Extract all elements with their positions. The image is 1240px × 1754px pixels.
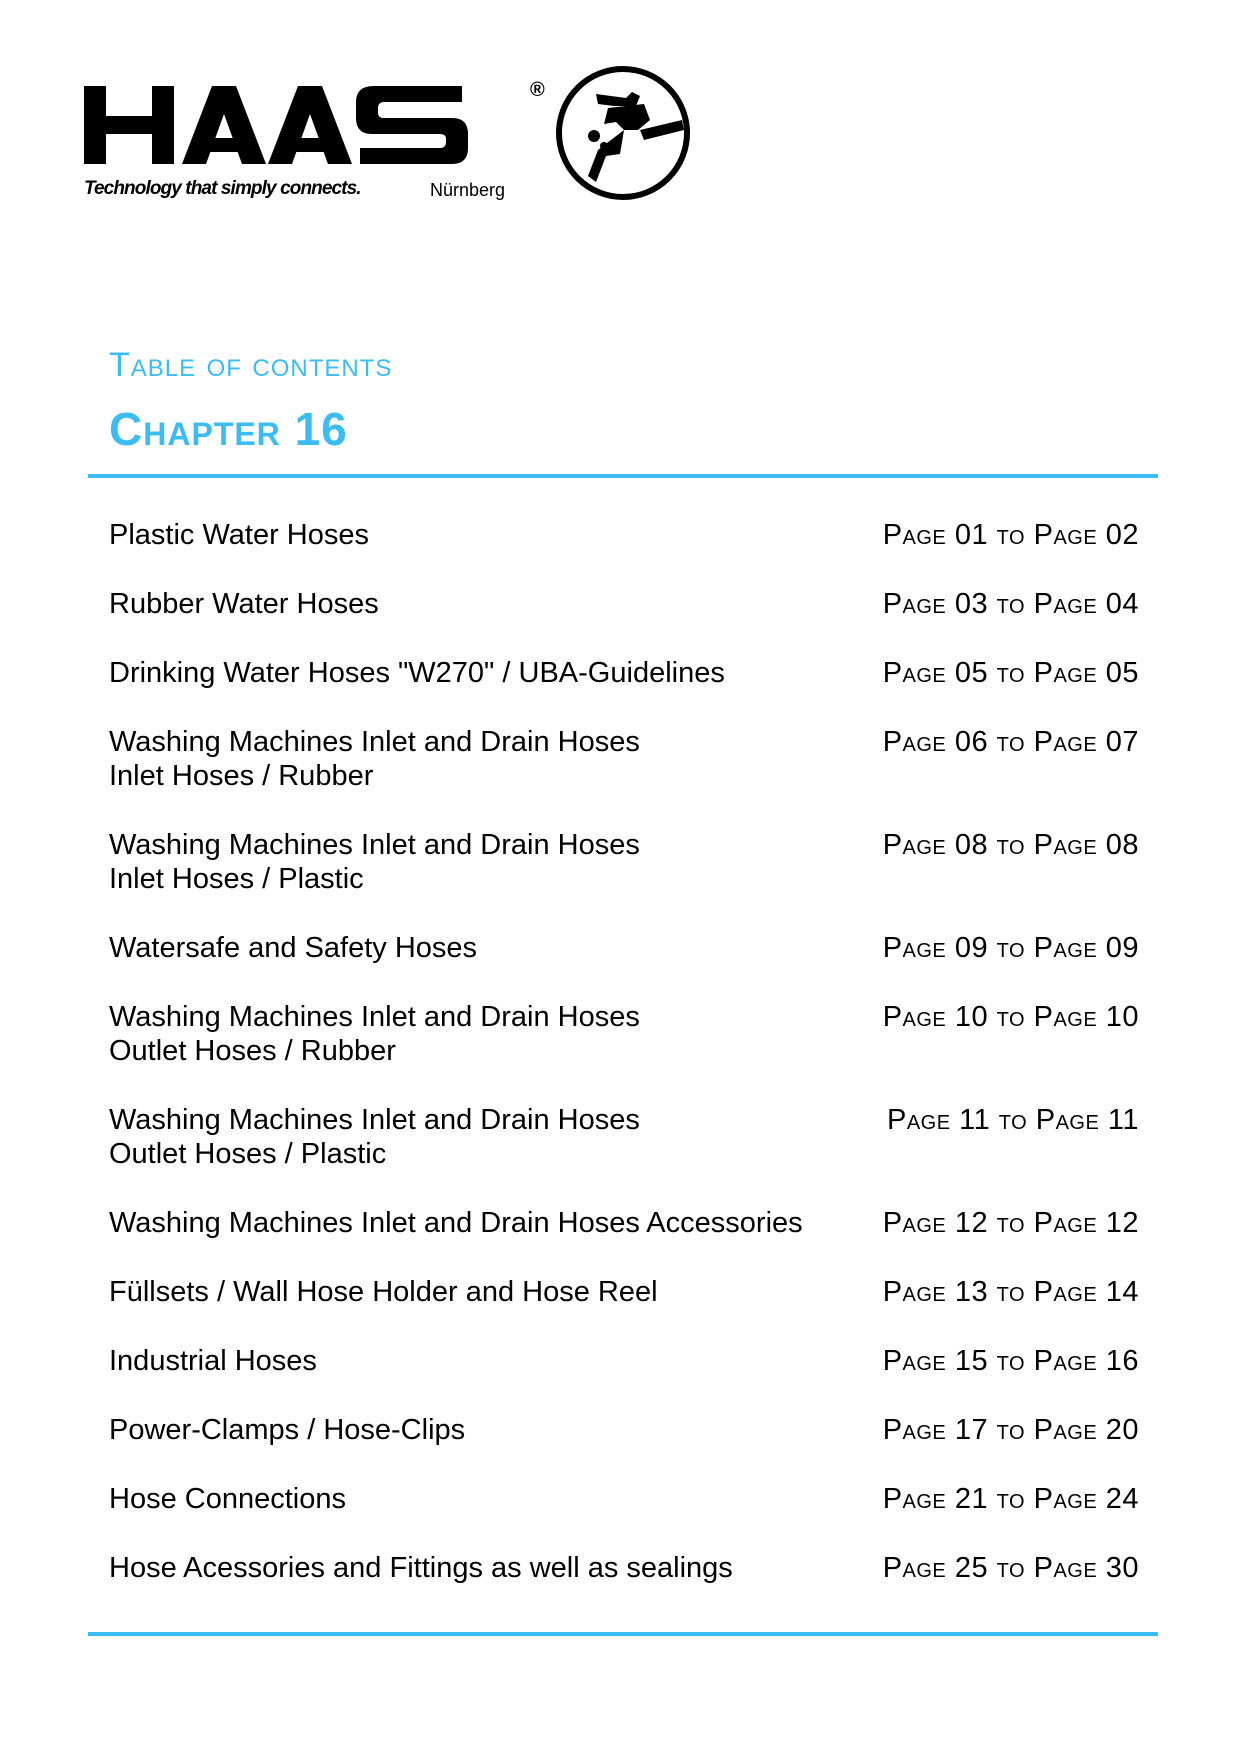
toc-entry[interactable] [109,931,1139,1001]
toc-entry-title: Drinking Water Hoses "W270" / UBA-Guidelines [109,657,725,689]
top-divider [88,474,1158,478]
logo-wordmark [84,79,545,180]
toc-entry-subtitle: Outlet Hoses / Rubber [109,1035,396,1067]
toc-entry[interactable] [109,656,1139,726]
toc-entry-subtitle: Outlet Hoses / Plastic [109,1138,387,1170]
toc-entry-pages: Page 15 to Page 16 [882,1345,1139,1377]
toc-entry-title: Plastic Water Hoses [109,519,369,551]
toc-entry[interactable] [109,587,1139,657]
toc-entry-title: Washing Machines Inlet and Drain Hoses [109,726,640,758]
toc-entry-pages: Page 09 to Page 09 [882,932,1139,964]
toc-entry[interactable] [109,828,1139,898]
logo-city: Nürnberg [430,180,506,200]
chapter-title: Chapter 16 [109,403,348,455]
toc-entry[interactable] [109,1103,1139,1173]
toc-entry[interactable] [109,1344,1139,1414]
toc-entry-title: Washing Machines Inlet and Drain Hoses Accessories [109,1207,803,1239]
toc-entry-pages: Page 01 to Page 02 [882,519,1139,551]
toc-entry-pages: Page 05 to Page 05 [882,657,1139,689]
toc-entry-subtitle: Inlet Hoses / Rubber [109,760,374,792]
toc-entry[interactable] [109,1206,1139,1276]
toc-entry[interactable] [109,725,1139,795]
toc-entry[interactable] [109,1000,1139,1070]
toc-entry-pages: Page 03 to Page 04 [882,588,1139,620]
toc-entry-title: Washing Machines Inlet and Drain Hoses [109,1001,640,1033]
toc-entry-pages: Page 12 to Page 12 [882,1207,1139,1239]
toc-entry-title: Washing Machines Inlet and Drain Hoses [109,829,640,861]
toc-entry[interactable] [109,1275,1139,1345]
toc-entry-pages: Page 06 to Page 07 [882,726,1139,758]
toc-entry-pages: Page 25 to Page 30 [882,1552,1139,1584]
toc-entry-title: Hose Acessories and Fittings as well as sealings [109,1552,733,1584]
toc-entry-subtitle: Inlet Hoses / Plastic [109,863,364,895]
toc-entry[interactable] [109,1551,1139,1621]
faucet-emblem-icon [554,64,692,202]
registered-mark: ® [530,79,545,101]
toc-entry-pages: Page 21 to Page 24 [882,1483,1139,1515]
toc-entry-pages: Page 17 to Page 20 [882,1414,1139,1446]
toc-entry-title: Industrial Hoses [109,1345,317,1377]
toc-entry-pages: Page 11 to Page 11 [886,1104,1139,1136]
toc-entry-title: Füllsets / Wall Hose Holder and Hose Reel [109,1276,658,1308]
toc-entry-title: Washing Machines Inlet and Drain Hoses [109,1104,640,1136]
company-logo [84,64,704,214]
toc-label: Table of contents [109,346,393,384]
toc-entry-pages: Page 08 to Page 08 [882,829,1139,861]
toc-entry-title: Rubber Water Hoses [109,588,379,620]
logo-tagline: Technology that simply connects. [84,178,361,199]
toc-entry[interactable] [109,1482,1139,1552]
bottom-divider [88,1632,1158,1636]
toc-entry[interactable] [109,518,1139,588]
toc-entry-title: Hose Connections [109,1483,346,1515]
toc-entry[interactable] [109,1413,1139,1483]
toc-entry-title: Power-Clamps / Hose-Clips [109,1414,466,1446]
toc-entry-title: Watersafe and Safety Hoses [109,932,478,964]
toc-entry-pages: Page 10 to Page 10 [882,1001,1139,1033]
toc-entry-pages: Page 13 to Page 14 [882,1276,1139,1308]
